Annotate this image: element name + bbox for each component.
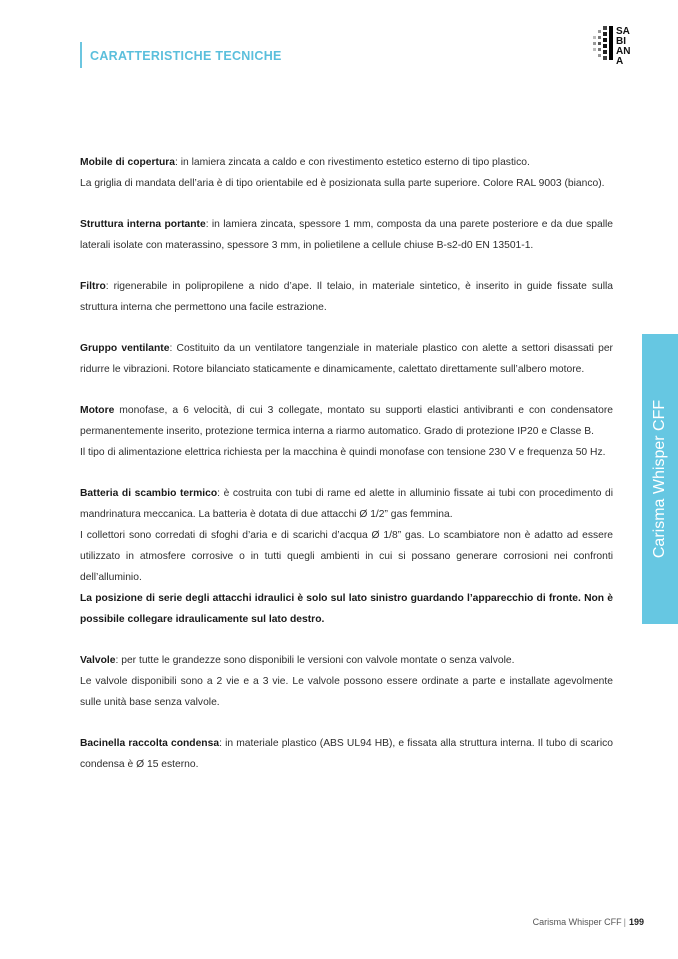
spec-paragraph xyxy=(80,173,613,194)
logo-text-row-4: A xyxy=(616,56,624,64)
spec-text: : rigenerabile in polipropilene a nido d’ape. Il telaio, in materiale sintetico, è inserito in guide fissate sulla struttura interna che permettono una facile estrazione. xyxy=(80,281,613,313)
logo-text-row-3: AN xyxy=(616,46,631,57)
spec-section-batteria xyxy=(80,483,613,630)
spec-text: : è costruita con tubi di rame ed alette in alluminio fissate ai tubi con procedimento di mandrinatura meccanica. La batteria è dotata di due attacchi Ø 1/2” gas femmina. xyxy=(80,488,613,520)
logo-text-row-1: SA xyxy=(616,26,630,37)
spec-section-struttura xyxy=(80,214,613,256)
spec-text: : in lamiera zincata a caldo e con rivestimento estetico esterno di tipo plastico. xyxy=(174,157,530,168)
spec-lead: Valvole xyxy=(80,655,116,666)
page-title: CARATTERISTICHE TECNICHE xyxy=(90,49,282,63)
sabiana-logo xyxy=(591,24,649,64)
spec-section-valvole xyxy=(80,650,613,713)
spec-paragraph xyxy=(80,442,613,463)
spec-text: I collettori sono corredati di sfoghi d’aria e di scarichi d’acqua Ø 1/8” gas. Lo scambiatore non è adatto ad essere utilizzato in atmosfere corrosive o in tutti quegli ambienti in cui si possano generare corrosioni nei confronti dell’alluminio. xyxy=(80,530,613,583)
footer-separator: | xyxy=(623,917,626,927)
spec-lead: Motore xyxy=(80,405,115,416)
spec-text: La griglia di mandata dell’aria è di tipo orientabile ed è posizionata sulla parte superiore. Colore RAL 9003 (bianco). xyxy=(80,178,605,189)
footer-product-name: Carisma Whisper CFF xyxy=(532,917,622,927)
spec-paragraph xyxy=(80,400,613,442)
technical-specs-body xyxy=(80,152,613,795)
spec-paragraph xyxy=(80,733,613,775)
spec-paragraph xyxy=(80,276,613,318)
spec-text: : in lamiera zincata, spessore 1 mm, composta da una parete posteriore e da due spalle laterali isolate con materassino, spessore 3 mm, in polietilene a cellule chiuse B-s2-d0 EN 13501-1. xyxy=(80,219,613,251)
header-accent-bar xyxy=(80,42,82,68)
spec-text: : in materiale plastico (ABS UL94 HB), e fissata alla struttura interna. Il tubo di scarico condensa è Ø 15 esterno. xyxy=(80,738,613,770)
spec-lead: Batteria di scambio termico xyxy=(80,488,218,499)
spec-paragraph xyxy=(80,338,613,380)
side-tab-label: Carisma Whisper CFF xyxy=(651,399,668,559)
spec-text: monofase, a 6 velocità, di cui 3 collegate, montato su supporti elastici antivibranti e con condensatore permanentemente inserito, protezione termica interna a riarmo automatico. Grado di protezione IP20 e Classe B. xyxy=(80,405,613,437)
spec-text: Il tipo di alimentazione elettrica richiesta per la macchina è quindi monofase con tensione 230 V e frequenza 50 Hz. xyxy=(80,447,606,458)
spec-paragraph xyxy=(80,214,613,256)
spec-lead: Mobile di copertura xyxy=(80,157,175,168)
spec-section-filtro xyxy=(80,276,613,318)
spec-paragraph xyxy=(80,525,613,588)
page-footer xyxy=(533,917,644,927)
spec-lead: Bacinella raccolta condensa xyxy=(80,738,220,749)
spec-section-bacinella xyxy=(80,733,613,775)
spec-text: : Costituito da un ventilatore tangenziale in materiale plastico con alette a settori disassati per ridurre le vibrazioni. Rotore bilanciato staticamente e dinamicamente, calettato direttamente sull’albero motore. xyxy=(80,343,613,375)
logo-dot-pattern xyxy=(593,26,613,60)
spec-section-motore xyxy=(80,400,613,463)
side-tab-product xyxy=(642,334,678,624)
spec-paragraph xyxy=(80,650,613,671)
page-number: 199 xyxy=(628,917,644,927)
logo-text-row-2: BI xyxy=(616,36,626,47)
spec-text: : per tutte le grandezze sono disponibili le versioni con valvole montate o senza valvole. xyxy=(115,655,515,666)
spec-lead: Filtro xyxy=(80,281,106,292)
spec-section-gruppo-ventilante xyxy=(80,338,613,380)
spec-section-mobile xyxy=(80,152,613,194)
spec-text: Le valvole disponibili sono a 2 vie e a 3 vie. Le valvole possono essere ordinate a parte e installate agevolmente sulle unità base senza valvole. xyxy=(80,676,613,708)
spec-paragraph xyxy=(80,152,613,173)
spec-paragraph xyxy=(80,671,613,713)
spec-paragraph xyxy=(80,483,613,525)
spec-lead: Gruppo ventilante xyxy=(80,343,170,354)
spec-lead: Struttura interna portante xyxy=(80,219,206,230)
spec-bold-note: La posizione di serie degli attacchi idraulici è solo sul lato sinistro guardando l’apparecchio di fronte. Non è possibile collegare idraulicamente sul lato destro. xyxy=(80,593,613,625)
